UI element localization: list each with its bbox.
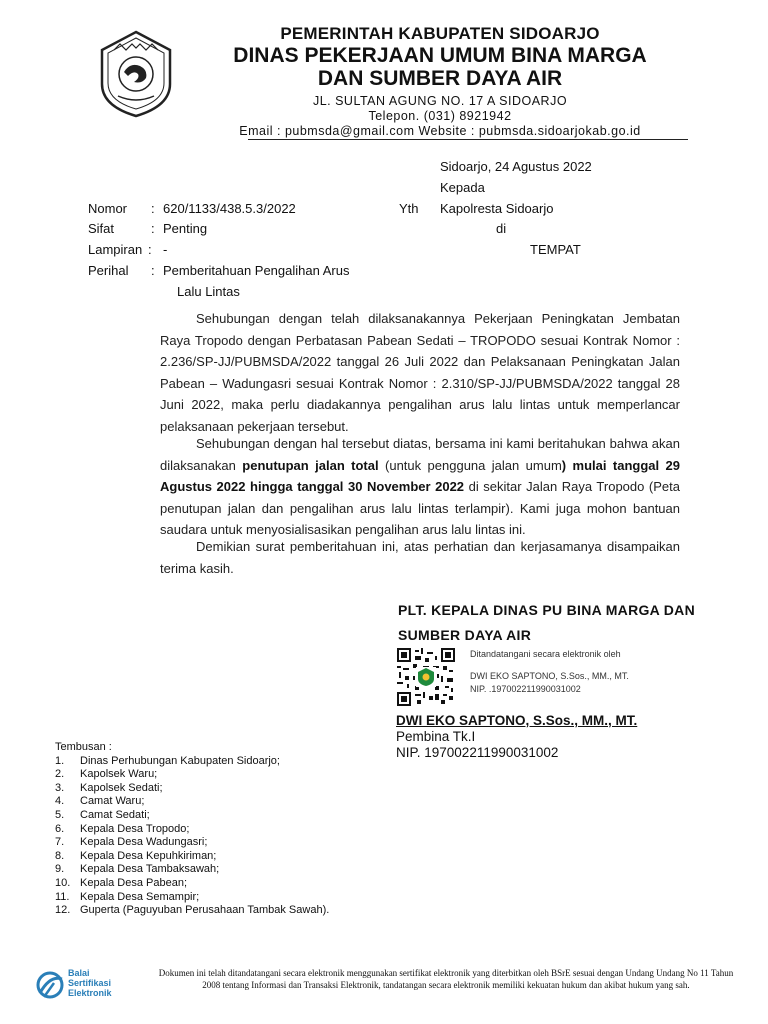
list-item-text: Dinas Perhubungan Kabupaten Sidoarjo; — [80, 754, 280, 767]
meta-perihal-label: Perihal — [88, 263, 129, 278]
meta-sep: : — [151, 263, 155, 278]
list-item-number: 5. — [55, 808, 65, 821]
body-paragraph-3 — [160, 536, 680, 579]
paragraph-2-text-a: Sehubungan dengan hal tersebut diatas, bersama ini kami beritahukan bahwa akan dilaksanakan — [160, 436, 680, 473]
esign-block — [470, 648, 629, 696]
meta-sifat-value: Penting — [163, 221, 208, 236]
letterhead — [200, 24, 680, 139]
di-label: di — [496, 221, 507, 236]
list-item — [55, 877, 329, 891]
regency-emblem-icon — [96, 28, 176, 118]
bsre-logo-line3: Elektronik — [68, 988, 112, 998]
yth-label: Yth — [399, 201, 419, 216]
meta-perihal-continued: Lalu Lintas — [177, 284, 240, 299]
list-item-number: 4. — [55, 795, 65, 808]
meta-sep: : — [148, 242, 152, 257]
body-paragraph-2 — [160, 433, 680, 541]
list-item-number: 11. — [55, 890, 70, 903]
list-item-text: Guperta (Paguyuban Perusahaan Tambak Sawah). — [80, 904, 330, 917]
list-item — [55, 782, 329, 796]
meta-sep: : — [151, 201, 155, 216]
meta-perihal-value: Pemberitahuan Pengalihan Arus — [163, 263, 350, 278]
meta-lampiran-label: Lampiran — [88, 242, 143, 257]
agency-emblem-icon — [415, 666, 437, 688]
list-item — [55, 768, 329, 782]
list-item-number: 8. — [55, 849, 65, 862]
letterhead-phone: Telepon. (031) 8921942 — [368, 109, 512, 123]
meta-lampiran-value: - — [163, 242, 168, 257]
paragraph-2-bold-dates: ) mulai tanggal 29 Agustus 2022 hingga tanggal 30 November 2022 — [160, 457, 680, 495]
bsre-logo-icon — [36, 965, 136, 1005]
list-item — [55, 823, 329, 837]
list-item-number: 1. — [55, 754, 65, 767]
list-item-text: Kepala Desa Wadungasri; — [80, 836, 208, 849]
list-item-number: 3. — [55, 781, 65, 794]
tempat-label: TEMPAT — [530, 242, 581, 257]
signer-rank: Pembina Tk.I — [396, 729, 476, 744]
list-item-text: Kepala Desa Pabean; — [80, 876, 188, 889]
list-item-number: 7. — [55, 836, 65, 849]
paragraph-2-text-e: di sekitar Jalan Raya Tropodo (Peta penutupan jalan dan pengalihan arus lalu lintas terlampir). Kami juga mohon bantuan saudara untuk menyosialisasikan pengalihan arus lalu lintas ini. — [160, 479, 680, 538]
tembusan-heading: Tembusan : — [55, 741, 112, 753]
list-item-text: Kepala Desa Kepuhkiriman; — [80, 849, 217, 862]
letterhead-agency-line1: DINAS PEKERJAAN UMUM BINA MARGA — [233, 44, 647, 67]
letterhead-divider — [248, 139, 688, 140]
esign-nip: NIP. .197002211990031002 — [470, 684, 581, 694]
list-item-number: 9. — [55, 863, 65, 876]
list-item-text: Kapolsek Waru; — [80, 768, 158, 781]
body-paragraph-1 — [160, 308, 680, 438]
meta-nomor-label: Nomor — [88, 201, 128, 216]
footer-disclaimer: Dokumen ini telah ditandatangani secara elektronik menggunakan sertifikat elektronik yang diterbitkan oleh BSrE sesuai dengan Undang Undang No 11 Tahun 2008 tentang Informasi dan Transaksi Elektronik, tandatangan secara elektronik memiliki kekuatan hukum dan akibat hukum yang sah. — [158, 968, 734, 990]
meta-sifat-label: Sifat — [88, 221, 115, 236]
list-item — [55, 904, 329, 918]
tembusan-list — [55, 741, 329, 918]
list-item-number: 10. — [55, 876, 71, 889]
list-item-number: 2. — [55, 768, 65, 781]
recipient: Kapolresta Sidoarjo — [440, 201, 554, 216]
list-item-text: Kepala Desa Tropodo; — [80, 822, 190, 835]
list-item — [55, 850, 329, 864]
letterhead-address: JL. SULTAN AGUNG NO. 17 A SIDOARJO — [312, 94, 568, 108]
esign-caption: Ditandatangani secara elektronik oleh — [470, 649, 621, 659]
list-item — [55, 863, 329, 877]
list-item-text: Kapolsek Sedati; — [80, 781, 163, 794]
list-item-number: 12. — [55, 904, 71, 917]
signer-block — [396, 713, 637, 761]
list-item-text: Camat Sedati; — [80, 808, 150, 821]
signer-nip: NIP. 197002211990031002 — [396, 745, 559, 760]
list-item-text: Kepala Desa Tambaksawah; — [80, 863, 220, 876]
signature-title: PLT. KEPALA DINAS PU BINA MARGA DAN SUMBER DAYA AIR — [398, 602, 695, 643]
list-item-text: Camat Waru; — [80, 795, 145, 808]
list-item — [55, 891, 329, 905]
kepada-label: Kepada — [440, 180, 485, 195]
paragraph-2-bold-closure: penutupan jalan total — [242, 457, 379, 473]
meta-nomor-value: 620/1133/438.5.3/2022 — [163, 201, 296, 216]
meta-sep: : — [151, 221, 155, 236]
list-item — [55, 755, 329, 769]
paragraph-3-text: Demikian surat pemberitahuan ini, atas perhatian dan kerjasamanya disampaikan terima kasih. — [160, 539, 680, 576]
letterhead-agency-line2: DAN SUMBER DAYA AIR — [317, 67, 563, 90]
place-date: Sidoarjo, 24 Agustus 2022 — [440, 159, 592, 174]
list-item — [55, 836, 329, 850]
letterhead-government: PEMERINTAH KABUPATEN SIDOARJO — [280, 24, 600, 43]
letterhead-contact: Email : pubmsda@gmail.com Website : pubmsda.sidoarjokab.go.id — [239, 124, 641, 138]
paragraph-1-text: Sehubungan dengan telah dilaksanakannya Pekerjaan Peningkatan Jembatan Raya Tropodo dengan Perbatasan Pabean Sedati – TROPODO sesuai Kontrak Nomor : 2.236/SP-JJ/PUBMSDA/2022 tanggal 26 Juli 2022 dan Pelaksanaan Peningkatan Jalan Pabean – Wadungasri sesuai Kontrak Nomor : 2.310/SP-JJ/PUBMSDA/2022 tanggal 28 Juni 2022, maka perlu diadakannya pengalihan arus lalu lintas untuk memperlancar pelaksanaan pekerjaan tersebut. — [160, 311, 680, 434]
paragraph-2-text-c: (untuk pengguna jalan umum — [378, 457, 562, 473]
list-item-number: 6. — [55, 822, 65, 835]
bsre-logo-line1: Balai — [68, 968, 90, 978]
signer-name: DWI EKO SAPTONO, S.Sos., MM., MT. — [396, 713, 638, 728]
bsre-logo-line2: Sertifikasi — [68, 978, 112, 988]
list-item — [55, 795, 329, 809]
list-item-text: Kepala Desa Semampir; — [80, 890, 200, 903]
list-item — [55, 809, 329, 823]
esign-signer: DWI EKO SAPTONO, S.Sos., MM., MT. — [470, 671, 629, 681]
